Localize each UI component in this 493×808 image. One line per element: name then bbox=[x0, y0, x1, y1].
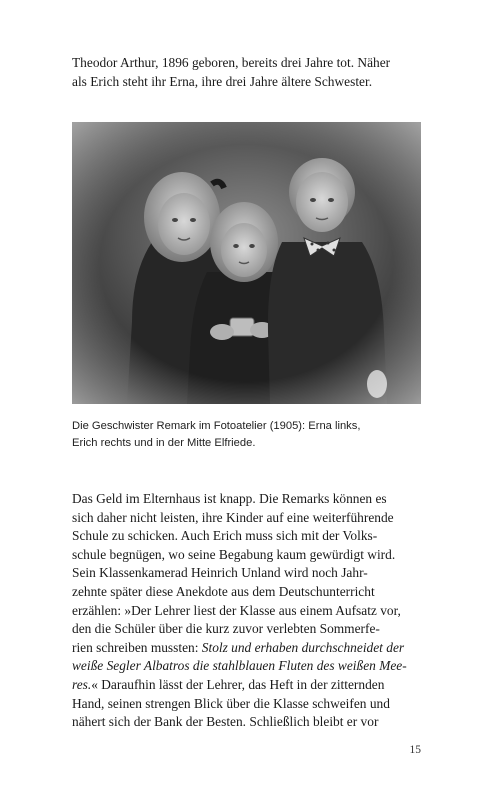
body-paragraph bbox=[72, 490, 421, 732]
body-line: nähert sich der Bank der Besten. Schließlich bleibt er vor bbox=[72, 714, 379, 730]
intro-line: als Erich steht ihr Erna, ihre drei Jahre ältere Schwester. bbox=[72, 73, 373, 89]
body-line: Das Geld im Elternhaus ist knapp. Die Remarks können es bbox=[72, 491, 387, 506]
body-line: schule begnügen, wo seine Begabung kaum gewürdigt wird. bbox=[72, 546, 396, 562]
body-line: erzählen: »Der Lehrer liest der Klasse aus einem Aufsatz vor, bbox=[72, 602, 401, 618]
intro-line: Theodor Arthur, 1896 geboren, bereits drei Jahre tot. Näher bbox=[72, 55, 391, 70]
quote-italic: weiße Segler Albatros die stahlblauen Fluten des weißen Mee- bbox=[72, 658, 407, 674]
body-line: Schule zu schicken. Auch Erich muss sich mit der Volks- bbox=[72, 528, 378, 544]
photo-image bbox=[72, 122, 421, 404]
body-line: Sein Klassenkamerad Heinrich Unland wird noch Jahr- bbox=[72, 565, 368, 581]
page-number: 15 bbox=[409, 744, 421, 756]
photo-caption bbox=[72, 418, 421, 451]
body-line: sich daher nicht leisten, ihre Kinder auf eine weiterführende bbox=[72, 509, 394, 525]
quote-italic: res. bbox=[72, 676, 92, 692]
quote-italic: Stolz und erhaben durchschneidet der bbox=[201, 639, 405, 655]
family-photo bbox=[72, 122, 421, 404]
body-line: « Daraufhin lässt der Lehrer, das Heft in der zitternden bbox=[91, 676, 385, 692]
caption-line: Erich rechts und in der Mitte Elfriede. bbox=[72, 436, 256, 449]
intro-paragraph bbox=[72, 54, 421, 91]
caption-line: Die Geschwister Remark im Fotoatelier (1905): Erna links, bbox=[72, 420, 361, 432]
body-line: den die Schüler über die kurz zuvor verlebten Sommerfe- bbox=[72, 621, 380, 637]
body-line: rien schreiben mussten: bbox=[72, 639, 202, 655]
body-line: zehnte später diese Anekdote aus dem Deutschunterricht bbox=[72, 583, 375, 599]
body-line: Hand, seinen strengen Blick über die Klasse schweifen und bbox=[72, 695, 390, 711]
